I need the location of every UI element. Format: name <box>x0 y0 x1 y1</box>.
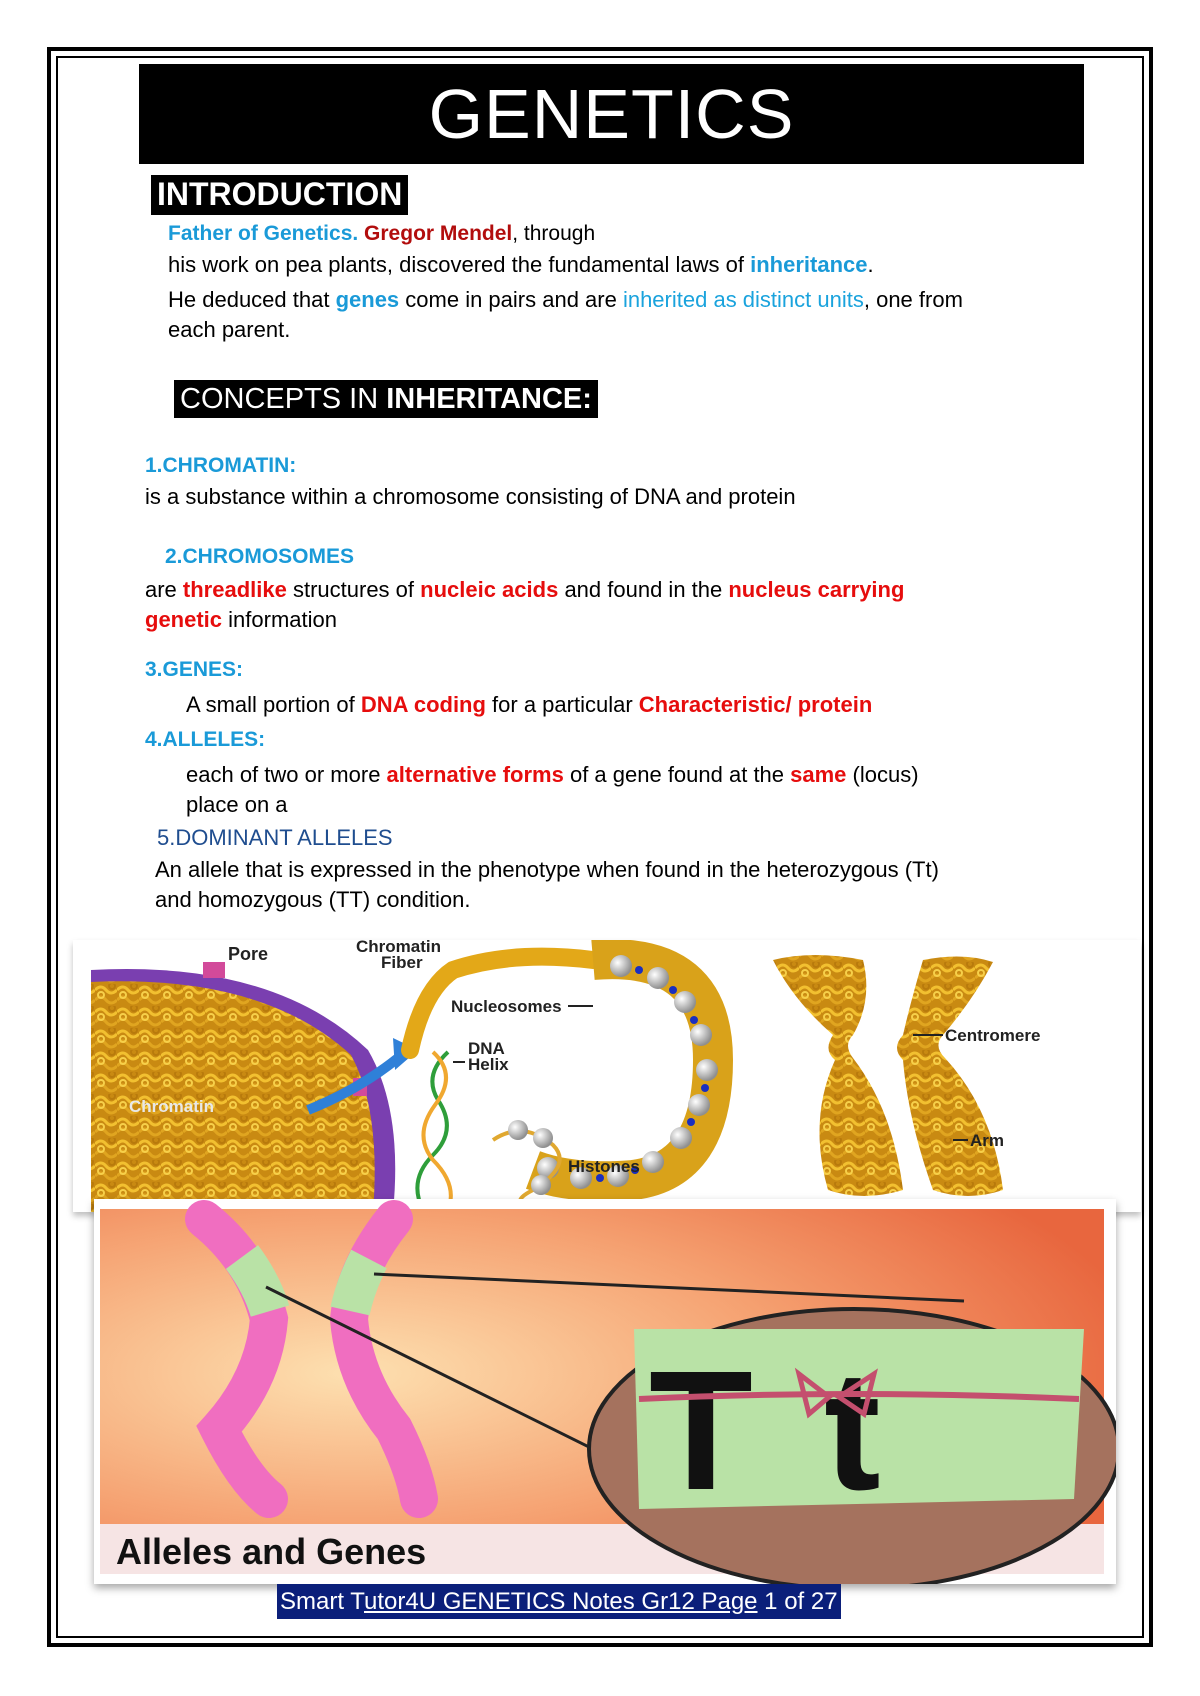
intro-line-2-text: his work on pea plants, discovered the fundamental laws of <box>168 252 751 277</box>
alleles-genes-svg <box>94 1199 1116 1584</box>
gene-locus-left <box>242 1257 270 1311</box>
intro-line-3-e: , one from <box>863 287 963 312</box>
allele-big-letter: T <box>649 1336 753 1526</box>
genes-heading: 3.GENES: <box>145 658 244 681</box>
distinct-units-term: inherited as distinct units <box>622 287 864 312</box>
chromatin-text: is a substance within a chromosome consisting of DNA and protein <box>145 484 796 509</box>
label-chromatin: Chromatin <box>129 1097 214 1116</box>
concepts-label-plain: CONCEPTS IN <box>180 383 387 415</box>
same-term: same <box>790 762 847 787</box>
chromosomes-l2-b: information <box>222 607 337 632</box>
page-footer <box>277 1584 841 1619</box>
nucleosome-bead <box>508 1120 528 1140</box>
intro-line-1-end: , through <box>512 222 596 245</box>
chromatin-diagram <box>73 940 1141 1212</box>
alleles-genes-diagram <box>94 1199 1116 1584</box>
label-helix: Helix <box>468 1055 509 1074</box>
chromatin-heading: 1.CHROMATIN: <box>145 454 297 477</box>
genes-a: A small portion of <box>186 692 361 717</box>
inheritance-term: inheritance <box>750 252 868 277</box>
nuclear-pore-icon <box>203 962 225 978</box>
dominant-line-1: An allele that is expressed in the phenotype when found in the heterozygous (Tt) <box>155 857 939 882</box>
chromatin-diagram-svg <box>73 940 1141 1212</box>
threadlike-term: threadlike <box>182 577 287 602</box>
intro-line-2 <box>168 250 874 280</box>
alleles-l1-c: of a gene found at the <box>563 762 791 787</box>
alleles-line-1 <box>186 760 919 790</box>
genes-c: for a particular <box>485 692 639 717</box>
intro-line-3-c: come in pairs and are <box>399 287 623 312</box>
page-title: GENETICS <box>428 75 795 153</box>
label-nucleosomes: Nucleosomes <box>451 997 562 1016</box>
gregor-mendel: Gregor Mendel <box>358 222 513 245</box>
nucleic-acids-term: nucleic acids <box>420 577 559 602</box>
intro-line-4: each parent. <box>168 317 291 342</box>
footer-page-count: 1 of 27 <box>757 1588 838 1615</box>
chromosomes-l1-a: are <box>145 577 183 602</box>
nucleosome-bead <box>531 1175 551 1195</box>
nucleus-carrying-term: nucleus carrying <box>728 577 905 602</box>
chromosomes-heading: 2.CHROMOSOMES <box>165 545 355 568</box>
gene-locus-right <box>350 1259 369 1311</box>
nucleosome-bead <box>533 1128 553 1148</box>
chromosomes-l1-c: structures of <box>286 577 421 602</box>
concepts-label <box>174 380 598 418</box>
alleles-l1-e: (locus) <box>846 762 919 787</box>
genetic-term: genetic <box>145 607 223 632</box>
dominant-alleles-heading: 5.DOMINANT ALLELES <box>157 825 393 850</box>
label-dna: DNA <box>468 1039 505 1058</box>
diagram-caption: Alleles and Genes <box>116 1531 427 1572</box>
intro-line-2-end: . <box>867 252 874 277</box>
intro-line-1 <box>168 219 595 249</box>
alleles-line-2: place on a <box>186 792 288 817</box>
introduction-label: INTRODUCTION <box>151 175 408 215</box>
chromosomes-line-1 <box>145 575 904 605</box>
dna-coding-term: DNA coding <box>360 692 486 717</box>
chromosome-x-icon <box>773 955 1003 1196</box>
alleles-l1-a: each of two or more <box>186 762 387 787</box>
chromosomes-line-2 <box>145 605 337 635</box>
label-histones: Histones <box>568 1157 640 1176</box>
intro-line-3 <box>168 285 963 315</box>
label-arm: Arm <box>970 1131 1005 1150</box>
concepts-label-bold: INHERITANCE: <box>386 383 592 415</box>
chromosomes-l1-e: and found in the <box>558 577 729 602</box>
title-banner <box>139 64 1084 164</box>
father-of-genetics: Father of Genetics. <box>168 222 359 245</box>
footer-doc-link[interactable]: utor4U GENETICS Notes Gr12 Page <box>364 1588 758 1615</box>
dominant-line-2: and homozygous (TT) condition. <box>155 887 471 912</box>
intro-line-3-a: He deduced that <box>168 287 336 312</box>
footer-brand: Smart T <box>280 1588 365 1615</box>
label-centromere: Centromere <box>945 1026 1041 1045</box>
label-chromatin-fiber-2: Fiber <box>381 953 423 972</box>
label-chromatin-fiber-1: Chromatin <box>356 940 441 956</box>
label-pore: Pore <box>228 944 269 964</box>
allele-small-letter: t <box>824 1336 881 1526</box>
alleles-heading: 4.ALLELES: <box>145 728 266 751</box>
characteristic-protein-term: Characteristic/ protein <box>638 692 873 717</box>
alternative-forms-term: alternative forms <box>386 762 564 787</box>
genes-term: genes <box>335 287 400 312</box>
genes-text <box>186 690 872 720</box>
